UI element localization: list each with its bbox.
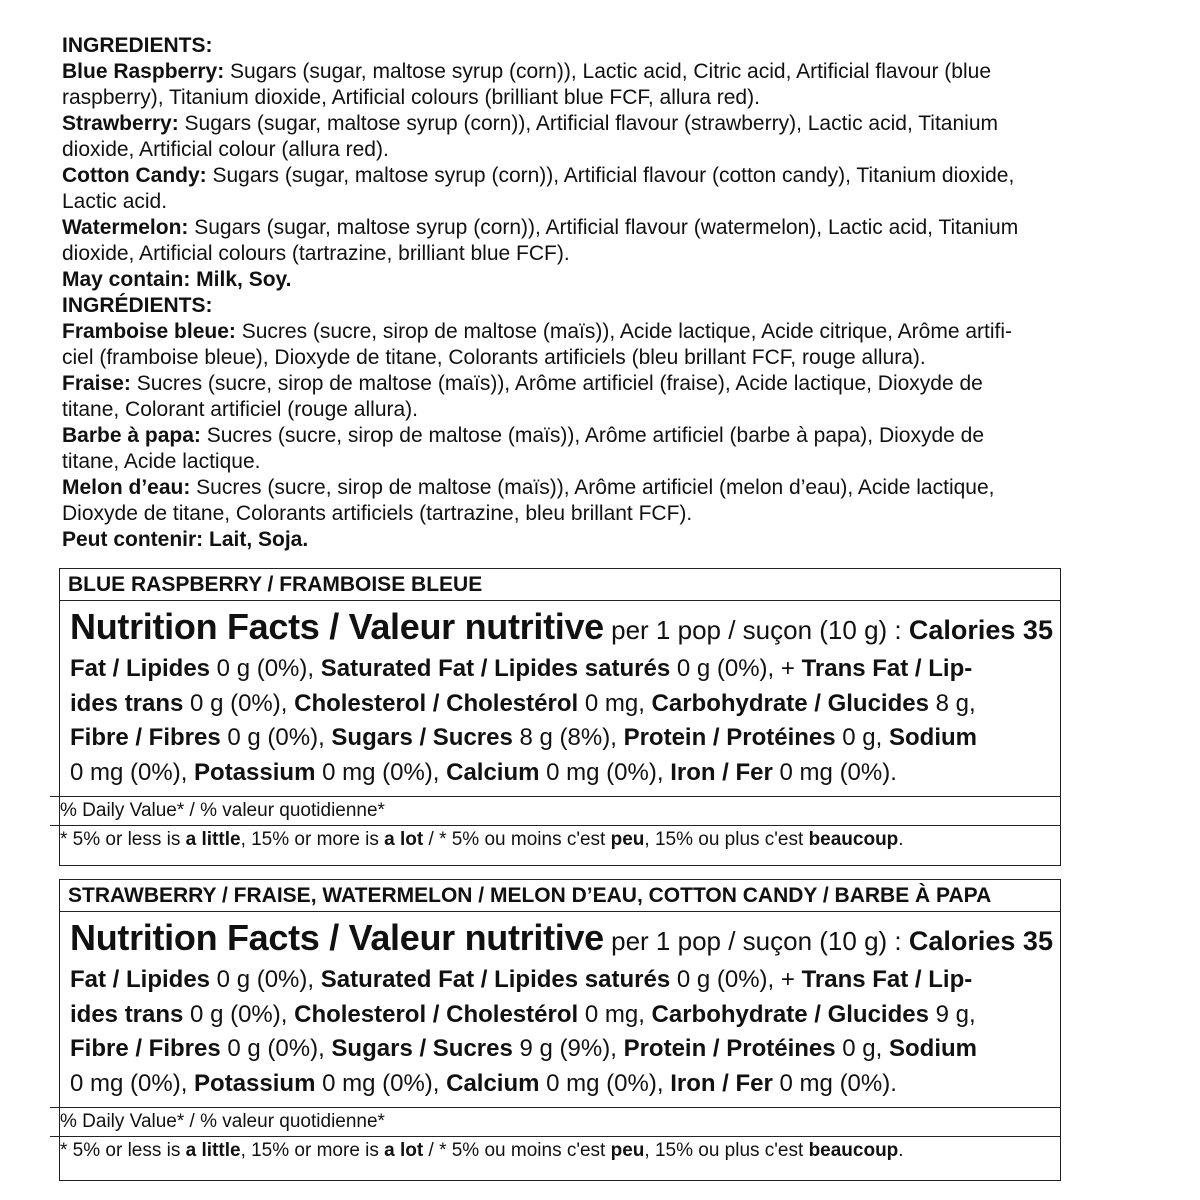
flavour-label: Blue Raspberry: bbox=[62, 60, 225, 83]
ingredient-text: titane, Acide lactique. bbox=[62, 450, 261, 473]
ingredients-section bbox=[62, 33, 1152, 553]
ingredient-line bbox=[62, 163, 1152, 189]
nutrient-name: Protein / Protéines bbox=[623, 724, 836, 751]
nutrient-name: Carbohydrate / Glucides bbox=[651, 689, 929, 717]
nutrient-value: 0 g, bbox=[835, 724, 889, 751]
nutrient-value: 0 mg (0%), bbox=[70, 758, 195, 786]
nutrient-name: Sodium bbox=[889, 1035, 977, 1062]
nutrient-value: , 15% ou plus c'est bbox=[644, 1140, 809, 1161]
nutrient-name: Sugars / Sucres bbox=[331, 724, 513, 751]
nutrient-line bbox=[70, 687, 1060, 722]
nutrition-panel-blue-raspberry bbox=[59, 568, 1061, 866]
ingredient-text: Sucres (sucre, sirop de maltose (maïs)), Arôme artificiel (melon d’eau), Acide lactique, bbox=[190, 476, 995, 499]
nutrient-value: 8 g (8%), bbox=[512, 724, 624, 751]
ingredient-text: titane, Colorant artificiel (rouge allura). bbox=[62, 398, 418, 421]
nutrient-name: Cholesterol / Cholestérol bbox=[294, 1000, 579, 1028]
ingredient-text: Sugars (sugar, maltose syrup (corn)), Artificial flavour (cotton candy), Titanium dioxide, bbox=[206, 164, 1015, 187]
flavour-label: Watermelon: bbox=[62, 216, 189, 239]
flavour-label: Cotton Candy: bbox=[62, 164, 207, 187]
nutrient-value: 0 mg, bbox=[578, 689, 652, 717]
nutrient-value: 0 mg (0%), bbox=[539, 1069, 671, 1097]
ingredient-text: Dioxyde de titane, Colorants artificiels (tartrazine, bleu brillant FCF). bbox=[62, 502, 693, 525]
nutrient-name: Fibre / Fibres bbox=[70, 724, 221, 751]
ingredient-line bbox=[62, 345, 1152, 371]
flavour-label: Strawberry: bbox=[62, 112, 179, 135]
ingredient-text: ciel (framboise bleue), Dioxyde de titane, Colorants artificiels (bleu brillant FCF, rouge allura). bbox=[62, 346, 926, 369]
daily-value-label: % Daily Value* / % valeur quotidienne* bbox=[60, 1111, 385, 1132]
nutrient-value: / * 5% ou moins c'est bbox=[423, 1140, 611, 1161]
nutrient-value: 0 g (0%), bbox=[183, 689, 295, 717]
allergen-statement-fr: Peut contenir: Lait, Soja. bbox=[62, 528, 309, 551]
nutrient-name: Iron / Fer bbox=[670, 1069, 773, 1097]
nutrient-lines bbox=[70, 652, 1060, 790]
nutrient-value: . bbox=[898, 1140, 904, 1161]
nutrient-name: Calcium bbox=[446, 758, 540, 786]
nutrient-line bbox=[70, 756, 1060, 791]
ingredients-list-en bbox=[62, 59, 1152, 267]
nutrient-value: / * 5% ou moins c'est bbox=[423, 829, 611, 850]
ingredient-line bbox=[62, 449, 1152, 475]
nutrition-facts-title bbox=[70, 916, 1060, 963]
nutrient-name: ides trans bbox=[70, 689, 184, 717]
nutrient-name: Fat / Lipides bbox=[70, 655, 211, 682]
nutrient-name: Calcium bbox=[446, 1069, 540, 1097]
nutrient-value: , 15% or more is bbox=[240, 829, 385, 850]
nutrient-name: Potassium bbox=[194, 1069, 316, 1097]
ingredient-text: Lactic acid. bbox=[62, 190, 168, 213]
nutrient-value: 0 g, bbox=[835, 1035, 889, 1062]
calories: Calories 35 bbox=[908, 926, 1053, 956]
nutrient-value: 0 g (0%), bbox=[210, 966, 321, 993]
nutrient-name: Trans Fat / Lip- bbox=[801, 966, 973, 993]
nutrient-name: Protein / Protéines bbox=[623, 1035, 836, 1062]
nutrient-value: 0 g (0%), + bbox=[670, 655, 802, 682]
flavour-label: Melon d’eau: bbox=[62, 476, 191, 499]
allergen-statement-en: May contain: Milk, Soy. bbox=[62, 268, 292, 291]
nutrition-facts-heading: Nutrition Facts / Valeur nutritive bbox=[70, 606, 604, 647]
nutrient-value: 0 mg (0%). bbox=[772, 1069, 897, 1097]
nutrient-value: 0 mg (0%), bbox=[315, 1069, 447, 1097]
serving-size: per 1 pop / suçon (10 g) : bbox=[603, 615, 909, 645]
ingredient-line bbox=[62, 137, 1152, 163]
ingredients-heading-en: INGREDIENTS: bbox=[62, 34, 213, 57]
nutrient-name: a little bbox=[185, 1140, 241, 1161]
ingredient-text: dioxide, Artificial colour (allura red). bbox=[62, 138, 389, 161]
nutrient-name: beaucoup bbox=[808, 829, 899, 850]
ingredient-line bbox=[62, 59, 1152, 85]
ingredients-heading-fr: INGRÉDIENTS: bbox=[62, 294, 213, 317]
nutrient-value: 0 mg (0%), bbox=[70, 1069, 195, 1097]
nutrient-value: 9 g, bbox=[928, 1000, 976, 1028]
nutrient-name: ides trans bbox=[70, 1000, 184, 1028]
nutrient-value: 8 g, bbox=[928, 689, 976, 717]
nutrient-name: peu bbox=[610, 1140, 645, 1161]
ingredient-line bbox=[62, 215, 1152, 241]
nutrient-name: Fibre / Fibres bbox=[70, 1035, 221, 1062]
ingredient-line bbox=[62, 111, 1152, 137]
nutrient-line bbox=[70, 1032, 1060, 1067]
ingredient-line bbox=[62, 423, 1152, 449]
nutrient-name: peu bbox=[610, 829, 645, 850]
ingredient-text: Sucres (sucre, sirop de maltose (maïs)), Arôme artificiel (barbe à papa), Dioxyde de bbox=[200, 424, 985, 447]
nutrition-facts-title bbox=[70, 605, 1060, 652]
daily-value-block bbox=[50, 1107, 1060, 1165]
flavour-label: Fraise: bbox=[62, 372, 131, 395]
ingredients-list-fr bbox=[62, 319, 1152, 527]
ingredient-text: dioxide, Artificial colours (tartrazine, brilliant blue FCF). bbox=[62, 242, 570, 265]
nutrient-value: 0 g (0%), bbox=[210, 655, 321, 682]
nutrient-value: 0 g (0%), + bbox=[670, 966, 802, 993]
daily-value-block bbox=[50, 796, 1060, 854]
nutrient-value: * 5% or less is bbox=[60, 1140, 186, 1161]
ingredient-text: Sucres (sucre, sirop de maltose (maïs)), Acide lactique, Acide citrique, Arôme artifi- bbox=[235, 320, 1013, 343]
nutrient-name: Potassium bbox=[194, 758, 316, 786]
nutrient-name: Sugars / Sucres bbox=[331, 1035, 513, 1062]
nutrient-value: , 15% or more is bbox=[240, 1140, 385, 1161]
nutrient-line bbox=[70, 652, 1060, 687]
calories: Calories 35 bbox=[908, 615, 1053, 645]
serving-size: per 1 pop / suçon (10 g) : bbox=[603, 926, 909, 956]
nutrient-name: Cholesterol / Cholestérol bbox=[294, 689, 579, 717]
nutrient-name: a lot bbox=[384, 829, 424, 850]
nutrient-value: 9 g (9%), bbox=[512, 1035, 624, 1062]
ingredient-text: Sugars (sugar, maltose syrup (corn)), Artificial flavour (strawberry), Lactic acid, Titanium bbox=[178, 112, 998, 135]
nutrient-line bbox=[70, 963, 1060, 998]
nutrient-name: Iron / Fer bbox=[670, 758, 773, 786]
ingredient-line bbox=[62, 475, 1152, 501]
nutrient-value: * 5% or less is bbox=[60, 829, 186, 850]
flavour-label: Barbe à papa: bbox=[62, 424, 201, 447]
nutrient-name: Sodium bbox=[889, 724, 977, 751]
nutrient-value: 0 mg (0%), bbox=[539, 758, 671, 786]
nutrient-value: 0 mg (0%). bbox=[772, 758, 897, 786]
ingredient-line bbox=[62, 319, 1152, 345]
ingredient-line bbox=[62, 85, 1152, 111]
nutrient-name: beaucoup bbox=[808, 1140, 899, 1161]
nutrient-name: a lot bbox=[384, 1140, 424, 1161]
nutrient-name: Saturated Fat / Lipides saturés bbox=[320, 966, 671, 993]
ingredient-line bbox=[62, 189, 1152, 215]
daily-value-footnote bbox=[50, 825, 1060, 854]
nutrient-value: 0 g (0%), bbox=[183, 1000, 295, 1028]
panel-header: BLUE RASPBERRY / FRAMBOISE BLEUE bbox=[60, 569, 1060, 601]
nutrient-value: . bbox=[898, 829, 904, 850]
nutrient-value: 0 mg, bbox=[578, 1000, 652, 1028]
ingredient-line bbox=[62, 371, 1152, 397]
ingredient-line bbox=[62, 241, 1152, 267]
ingredient-text: Sucres (sucre, sirop de maltose (maïs)), Arôme artificiel (fraise), Acide lactique, Dioxyde de bbox=[130, 372, 983, 395]
nutrient-name: a little bbox=[185, 829, 241, 850]
nutrient-line bbox=[70, 1067, 1060, 1102]
ingredient-line bbox=[62, 501, 1152, 527]
nutrition-panel-strawberry-watermelon-cotton-candy bbox=[59, 879, 1061, 1181]
nutrient-value: 0 mg (0%), bbox=[315, 758, 447, 786]
panel-header: STRAWBERRY / FRAISE, WATERMELON / MELON D’EAU, COTTON CANDY / BARBE À PAPA bbox=[60, 880, 1060, 912]
nutrition-facts-heading: Nutrition Facts / Valeur nutritive bbox=[70, 917, 604, 958]
nutrient-value: 0 g (0%), bbox=[220, 1035, 332, 1062]
nutrient-name: Trans Fat / Lip- bbox=[801, 655, 973, 682]
daily-value-footnote bbox=[50, 1136, 1060, 1165]
daily-value-label: % Daily Value* / % valeur quotidienne* bbox=[60, 800, 385, 821]
nutrient-value: , 15% ou plus c'est bbox=[644, 829, 809, 850]
nutrient-line bbox=[70, 998, 1060, 1033]
nutrient-name: Carbohydrate / Glucides bbox=[651, 1000, 929, 1028]
nutrient-line bbox=[70, 721, 1060, 756]
ingredient-line bbox=[62, 397, 1152, 423]
nutrient-lines bbox=[70, 963, 1060, 1101]
ingredient-text: Sugars (sugar, maltose syrup (corn)), Lactic acid, Citric acid, Artificial flavour (blue bbox=[224, 60, 991, 83]
ingredient-text: raspberry), Titanium dioxide, Artificial colours (brilliant blue FCF, allura red). bbox=[62, 86, 760, 109]
nutrient-value: 0 g (0%), bbox=[220, 724, 332, 751]
nutrient-name: Fat / Lipides bbox=[70, 966, 211, 993]
ingredient-text: Sugars (sugar, maltose syrup (corn)), Artificial flavour (watermelon), Lactic acid, Titanium bbox=[188, 216, 1019, 239]
nutrient-name: Saturated Fat / Lipides saturés bbox=[320, 655, 671, 682]
flavour-label: Framboise bleue: bbox=[62, 320, 236, 343]
